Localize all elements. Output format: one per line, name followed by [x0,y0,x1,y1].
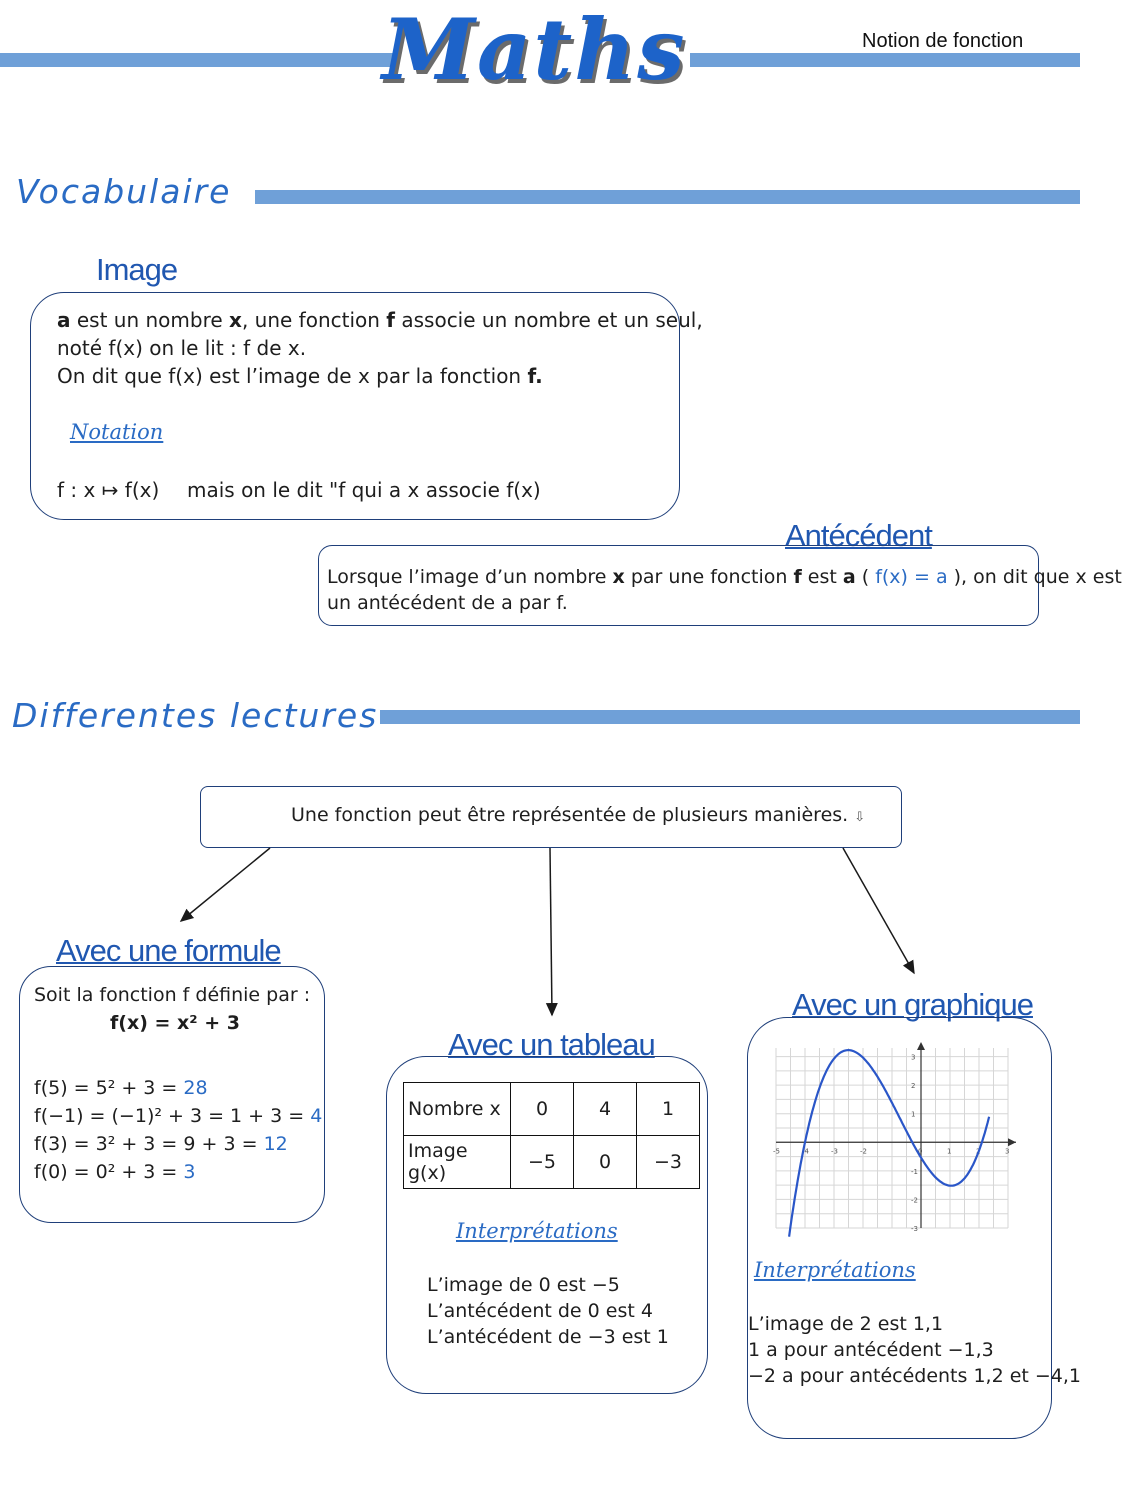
antecedent-a: a [842,566,856,588]
x-tick-label: -2 [860,1147,867,1156]
table-label-number: Nombre x [408,1098,501,1120]
image-text-1a: est un nombre [70,308,230,332]
page-subject: Notion de fonction [862,30,1024,52]
x-tick-label: 2 [976,1147,981,1156]
image-line-2: noté f(x) on le lit : f de x. [57,336,307,360]
y-tick-label: 3 [911,1053,916,1062]
formula-intro: Soit la fonction f définie par : [34,984,311,1006]
formula-heading: Avec une formule [56,933,281,968]
table-interp-1: L’image de 0 est −5 [427,1274,620,1296]
formula-row-1 [34,1074,208,1102]
page-title: Maths [382,0,687,99]
formula-result: 4 [310,1105,323,1127]
x-tick-label: -4 [802,1147,809,1156]
table-cell: −5 [511,1136,574,1189]
table-cell: 4 [574,1083,637,1136]
section-lectures-title: Differentes lectures [12,696,379,735]
antecedent-paren-open: ( [855,566,876,588]
table-row-label [404,1083,511,1136]
graph-interp-3: −2 a pour antécédents 1,2 et −4,1 [748,1365,1082,1387]
formula-row-3 [34,1130,288,1158]
y-tick-label: -3 [911,1225,918,1233]
formula-expr: f(3) = 3² + 3 = 9 + 3 = [34,1133,264,1155]
y-tick-label: 2 [911,1082,916,1091]
formula-result: 12 [263,1133,288,1155]
x-tick-label: -3 [831,1147,838,1156]
table-interp-3: L’antécédent de −3 est 1 [427,1326,669,1348]
x-axis-arrow [1008,1138,1016,1146]
table-row-label [404,1136,511,1189]
table-cell: 0 [511,1083,574,1136]
x-tick-label: 1 [947,1147,952,1156]
table-interp-2: L’antécédent de 0 est 4 [427,1300,653,1322]
formula-expr: f(0) = 0² + 3 = [34,1161,184,1183]
antecedent-heading: Antécédent [785,518,932,553]
table-label-image: Image g(x) [408,1140,468,1184]
formula-expr: f(−1) = (−1)² + 3 = 1 + 3 = [34,1105,311,1127]
image-f: f [386,308,395,332]
y-tick-label: 1 [911,1110,916,1119]
image-text-1b: , une fonction [241,308,387,332]
antecedent-f: f [793,566,802,588]
arrow-to-graph [843,848,914,973]
antecedent-p3: est [801,566,843,588]
antecedent-fx-eq-a: f(x) = a [875,566,948,588]
x-tick-label: -5 [773,1147,780,1156]
table-interp-label: Interprétations [456,1219,618,1243]
x-tick-label: 0 [918,1147,923,1156]
image-text-3: On dit que f(x) est l’image de x par la fonction [57,364,528,388]
graph-interp-1: L’image de 2 est 1,1 [748,1313,944,1335]
image-x: x [229,308,242,332]
image-text-1c: associe un nombre et un seul, [395,308,703,332]
table-row [404,1136,700,1189]
formula-row-4 [34,1158,196,1186]
formula-definition-text: f(x) = x² + 3 [110,1012,240,1034]
image-f-2: f. [527,364,543,388]
graph-heading: Avec un graphique [792,987,1033,1022]
table-heading: Avec un tableau [448,1027,655,1062]
notation-text: mais on le dit "f qui a x associe f(x) [187,478,541,502]
antecedent-paren-close: ), on dit que x est [947,566,1122,588]
arrow-down-icon: ⇩ [854,810,866,825]
value-table [403,1082,700,1189]
x-tick-label: 3 [1005,1147,1010,1156]
graph-interp-label: Interprétations [754,1258,916,1282]
formula-definition [110,1009,240,1037]
table-cell: 1 [637,1083,700,1136]
formula-row-2 [34,1102,322,1130]
y-tick-label: -2 [911,1196,918,1205]
intro-text-label: Une fonction peut être représentée de plusieurs manières. [291,804,849,826]
arrow-to-formula [181,848,270,921]
image-heading: Image [96,252,178,287]
section-vocabulaire-title: Vocabulaire [16,172,232,211]
formula-expr: f(5) = 5² + 3 = [34,1077,184,1099]
image-a: a [57,308,71,332]
function-graph [768,1040,1024,1236]
table-cell: 0 [574,1136,637,1189]
formula-result: 28 [183,1077,208,1099]
antecedent-line-2: un antécédent de a par f. [327,592,568,614]
y-tick-label: -1 [911,1167,918,1176]
arrow-to-table [550,848,552,1015]
antecedent-p1: Lorsque l’image d’un nombre [327,566,613,588]
notation-formula: f : x ↦ f(x) [57,478,160,502]
table-row [404,1083,700,1136]
notation-label: Notation [70,420,164,444]
graph-interp-2: 1 a pour antécédent −1,3 [748,1339,994,1361]
y-axis-arrow [917,1042,925,1050]
antecedent-x: x [612,566,625,588]
table-cell: −3 [637,1136,700,1189]
antecedent-p2: par une fonction [624,566,794,588]
formula-result: 3 [183,1161,196,1183]
